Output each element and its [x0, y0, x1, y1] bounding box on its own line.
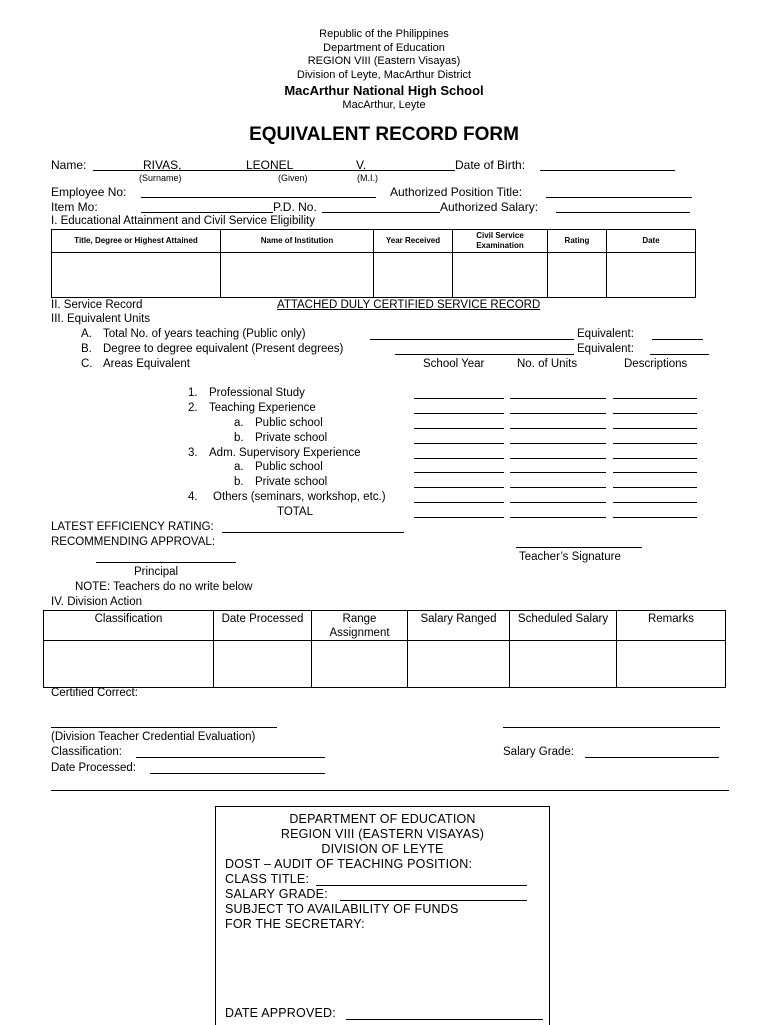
total-label: TOTAL — [277, 506, 313, 518]
div-col-salary-ranged: Salary Ranged — [408, 611, 510, 641]
area-num: 3. — [188, 447, 198, 459]
date-processed-label: Date Processed: — [51, 762, 137, 774]
teacher-signature-label: Teacher’s Signature — [519, 551, 621, 563]
edu-cell[interactable] — [52, 253, 221, 298]
efficiency-label: LATEST EFFICIENCY RATING: — [51, 521, 214, 533]
certified-label: Certified Correct: — [51, 687, 138, 699]
col-descriptions: Descriptions — [624, 358, 688, 370]
area-blank-field[interactable] — [613, 517, 697, 518]
area-num: 4. — [188, 491, 198, 503]
area-blank-field[interactable] — [414, 443, 504, 444]
area-blank-field[interactable] — [510, 472, 606, 473]
pd-no-field[interactable] — [322, 212, 440, 213]
item-no-field[interactable] — [141, 212, 273, 213]
box-salary-grade-field[interactable] — [340, 900, 527, 901]
principal-signature-line[interactable] — [96, 562, 236, 563]
area-text: Public school — [255, 461, 323, 473]
education-table — [51, 229, 696, 298]
equivalent-b-field[interactable] — [650, 354, 709, 355]
header-republic: Republic of the Philippines — [319, 28, 449, 40]
pd-no-label: P.D. No. — [273, 200, 317, 214]
table-row — [52, 253, 696, 298]
section4-title: IV. Division Action — [51, 596, 142, 608]
item-a-letter: A. — [81, 328, 92, 340]
edu-cell[interactable] — [548, 253, 607, 298]
section2-label: II. Service Record — [51, 299, 143, 311]
area-blank-field[interactable] — [510, 458, 606, 459]
div-cell[interactable] — [44, 641, 214, 688]
area-text: Teaching Experience — [209, 402, 316, 414]
area-blank-field[interactable] — [510, 487, 606, 488]
box-date-approved-field[interactable] — [346, 1019, 543, 1020]
edu-cell[interactable] — [607, 253, 696, 298]
years-teaching-field[interactable] — [370, 339, 574, 340]
evaluator-signature-line[interactable] — [51, 727, 277, 728]
box-salary-grade-label: SALARY GRADE: — [225, 887, 328, 901]
box-department: DEPARTMENT OF EDUCATION — [289, 812, 476, 826]
header-department: Department of Education — [323, 42, 445, 54]
edu-cell[interactable] — [374, 253, 453, 298]
area-blank-field[interactable] — [510, 443, 606, 444]
box-class-title-field[interactable] — [316, 885, 527, 886]
date-processed-field[interactable] — [150, 773, 325, 774]
area-num: a. — [234, 417, 244, 429]
edu-col-rating: Rating — [548, 230, 607, 253]
area-text: Private school — [255, 432, 328, 444]
item-no-label: Item Mo: — [51, 200, 98, 214]
edu-col-institution: Name of Institution — [221, 230, 374, 253]
area-blank-field[interactable] — [613, 472, 697, 473]
authorized-position-field[interactable] — [546, 197, 692, 198]
box-class-title-label: CLASS TITLE: — [225, 872, 310, 886]
box-audit: DOST – AUDIT OF TEACHING POSITION: — [225, 857, 473, 871]
area-text: Others (seminars, workshop, etc.) — [213, 491, 386, 503]
area-num: a. — [234, 461, 244, 473]
div-col-range: Range Assignment — [312, 611, 408, 641]
div-col-classification: Classification — [44, 611, 214, 641]
box-secretary: FOR THE SECRETARY: — [225, 917, 365, 931]
item-a-text: Total No. of years teaching (Public only) — [103, 328, 306, 340]
area-blank-field[interactable] — [613, 458, 697, 459]
division-action-table — [43, 610, 726, 688]
div-cell[interactable] — [214, 641, 312, 688]
dob-label: Date of Birth: — [455, 158, 526, 172]
area-blank-field[interactable] — [613, 413, 697, 414]
box-region: REGION VIII (EASTERN VISAYAS) — [280, 827, 485, 841]
area-blank-field[interactable] — [510, 517, 606, 518]
edu-col-year: Year Received — [374, 230, 453, 253]
area-num: 1. — [188, 387, 198, 399]
edu-cell[interactable] — [453, 253, 548, 298]
area-blank-field[interactable] — [613, 443, 697, 444]
div-col-remarks: Remarks — [617, 611, 726, 641]
given-name-value[interactable]: LEONEL — [246, 158, 294, 172]
edu-col-title: Title, Degree or Highest Attained — [52, 230, 221, 253]
box-funds: SUBJECT TO AVAILABILITY OF FUNDS — [225, 902, 459, 916]
item-b-text: Degree to degree equivalent (Present degrees) — [103, 343, 344, 355]
evaluation-label: (Division Teacher Credential Evaluation) — [51, 731, 256, 743]
surname-value[interactable]: RIVAS, — [143, 158, 182, 172]
note-text: NOTE: Teachers do no write below — [75, 581, 253, 593]
dob-field[interactable] — [540, 170, 675, 171]
area-num: b. — [234, 476, 244, 488]
area-blank-field[interactable] — [613, 502, 697, 503]
salary-grade-field[interactable] — [585, 757, 719, 758]
div-col-scheduled-salary: Scheduled Salary — [510, 611, 617, 641]
section3-title: III. Equivalent Units — [51, 313, 151, 325]
degree-equivalent-field[interactable] — [395, 354, 574, 355]
surname-caption: (Surname) — [139, 173, 182, 183]
area-blank-field[interactable] — [414, 458, 504, 459]
area-text: Private school — [255, 476, 328, 488]
item-c-text: Areas Equivalent — [103, 358, 190, 370]
equivalent-label-a: Equivalent: — [577, 328, 634, 340]
edu-col-date: Date — [607, 230, 696, 253]
employee-no-field[interactable] — [141, 197, 376, 198]
item-c-letter: C. — [81, 358, 93, 370]
area-blank-field[interactable] — [613, 398, 697, 399]
employee-no-label: Employee No: — [51, 185, 127, 199]
section1-title: I. Educational Attainment and Civil Service Eligibility — [51, 215, 315, 227]
area-blank-field[interactable] — [613, 487, 697, 488]
table-row — [44, 641, 726, 688]
div-cell[interactable] — [408, 641, 510, 688]
efficiency-field[interactable] — [222, 532, 404, 533]
area-blank-field[interactable] — [414, 428, 504, 429]
area-blank-field[interactable] — [414, 517, 504, 518]
area-text: Public school — [255, 417, 323, 429]
given-caption: (Given) — [278, 173, 308, 183]
div-cell[interactable] — [510, 641, 617, 688]
area-blank-field[interactable] — [510, 413, 606, 414]
approver-signature-line[interactable] — [503, 727, 720, 728]
area-blank-field[interactable] — [414, 502, 504, 503]
box-division: DIVISION OF LEYTE — [321, 842, 444, 856]
classification-field[interactable] — [136, 757, 325, 758]
middle-initial-value[interactable]: V. — [356, 158, 367, 172]
area-blank-field[interactable] — [510, 398, 606, 399]
area-num: 2. — [188, 402, 198, 414]
department-approval-box — [215, 806, 550, 1025]
area-blank-field[interactable] — [414, 398, 504, 399]
box-date-approved-label: DATE APPROVED: — [225, 1006, 336, 1020]
area-blank-field[interactable] — [510, 502, 606, 503]
col-school-year: School Year — [423, 358, 485, 370]
header-division: Division of Leyte, MacArthur District — [296, 69, 472, 81]
edu-cell[interactable] — [221, 253, 374, 298]
service-record-value: ATTACHED DULY CERTIFIED SERVICE RECORD — [277, 299, 541, 311]
item-b-letter: B. — [81, 343, 92, 355]
area-blank-field[interactable] — [414, 487, 504, 488]
equivalent-a-field[interactable] — [652, 339, 703, 340]
teacher-signature-line[interactable] — [516, 547, 642, 548]
authorized-position-label: Authorized Position Title: — [390, 185, 523, 199]
div-cell[interactable] — [312, 641, 408, 688]
authorized-salary-field[interactable] — [556, 212, 690, 213]
area-blank-field[interactable] — [414, 413, 504, 414]
recommending-label: RECOMMENDING APPROVAL: — [51, 536, 216, 548]
edu-col-exam: Civil Service Examination — [453, 230, 548, 253]
area-blank-field[interactable] — [510, 428, 606, 429]
mi-caption: (M.I.) — [357, 173, 378, 183]
div-cell[interactable] — [617, 641, 726, 688]
col-units: No. of Units — [517, 358, 578, 370]
div-col-date-processed: Date Processed — [214, 611, 312, 641]
principal-label: Principal — [134, 566, 179, 578]
area-text: Professional Study — [209, 387, 305, 399]
area-blank-field[interactable] — [414, 472, 504, 473]
classification-label: Classification: — [51, 746, 122, 758]
equivalent-label-b: Equivalent: — [577, 343, 634, 355]
salary-grade-label: Salary Grade: — [503, 746, 574, 758]
area-blank-field[interactable] — [613, 428, 697, 429]
authorized-salary-label: Authorized Salary: — [440, 200, 539, 214]
header-region: REGION VIII (Eastern Visayas) — [307, 55, 461, 67]
area-num: b. — [234, 432, 244, 444]
area-text: Adm. Supervisory Experience — [209, 447, 361, 459]
header-school: MacArthur National High School — [284, 83, 484, 98]
name-label: Name: — [51, 158, 87, 172]
form-title: EQUIVALENT RECORD FORM — [249, 124, 519, 145]
header-location: MacArthur, Leyte — [342, 99, 426, 111]
section-divider — [51, 790, 729, 791]
